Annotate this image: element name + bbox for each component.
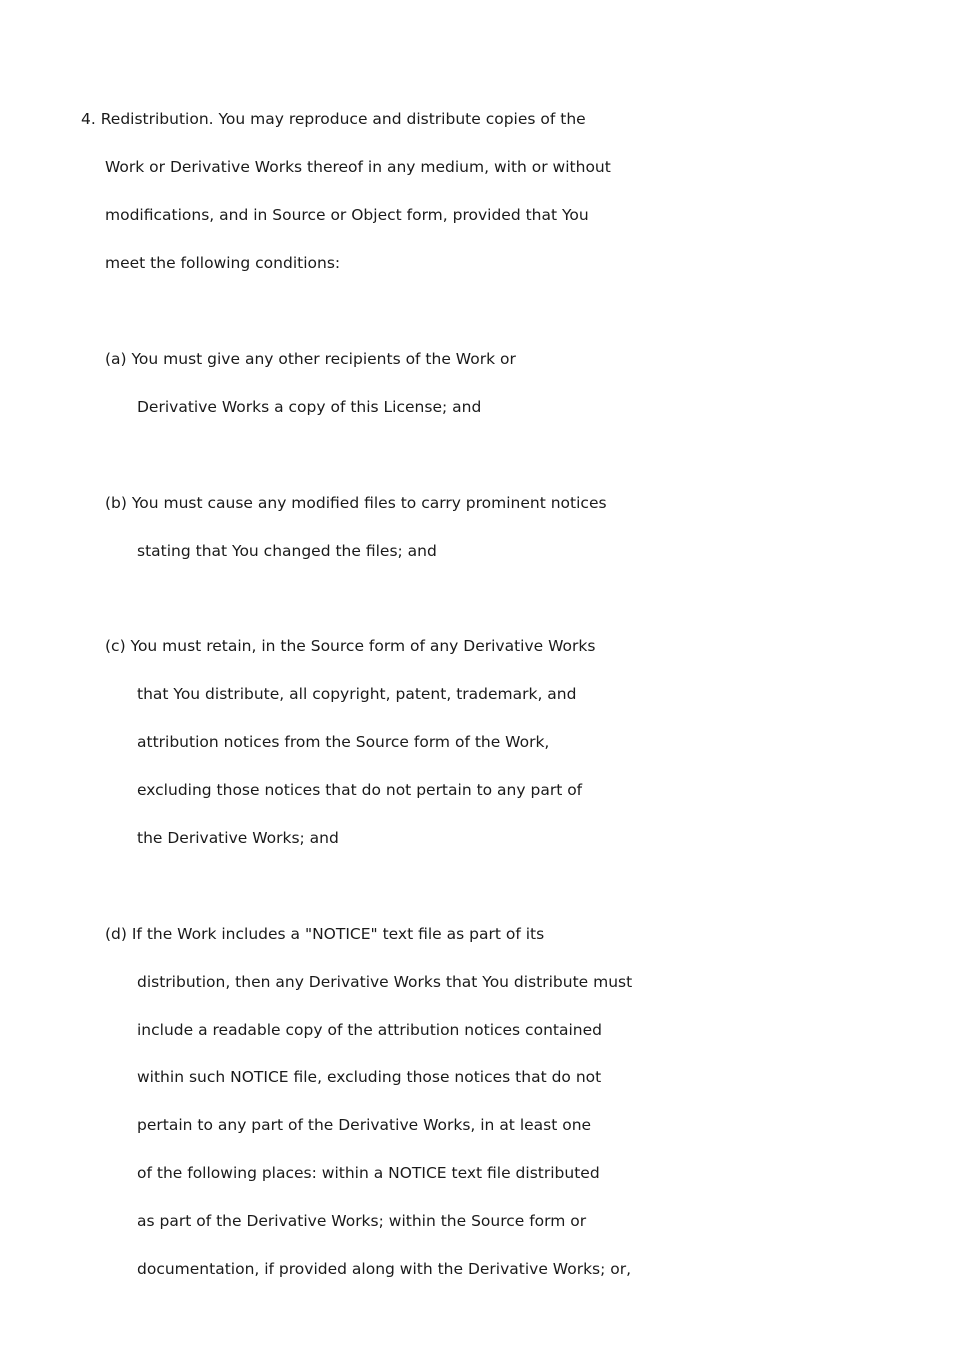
clause-a-first-line: (a) You must give any other recipients of the Work or xyxy=(105,350,516,368)
clause-d-text-line: distribution, then any Derivative Works that You distribute must xyxy=(137,973,633,991)
section-4-text-line: Work or Derivative Works thereof in any medium, with or without xyxy=(105,158,611,176)
clause-d-text-line: as part of the Derivative Works; within the Source form or xyxy=(137,1212,587,1230)
clause-c-text-line: the Derivative Works; and xyxy=(137,829,339,847)
clause-d-first-line: (d) If the Work includes a "NOTICE" text file as part of its xyxy=(105,925,545,943)
section-4-heading-line: 4. Redistribution. You may reproduce and distribute copies of the xyxy=(81,110,586,128)
clause-c-text-line: that You distribute, all copyright, patent, trademark, and xyxy=(137,685,577,703)
section-4-text-line: meet the following conditions: xyxy=(105,254,341,272)
clause-c-text-line: excluding those notices that do not pertain to any part of xyxy=(137,781,583,799)
clause-a-text-line: Derivative Works a copy of this License; and xyxy=(137,398,482,416)
clause-d-text-line: include a readable copy of the attribution notices contained xyxy=(137,1021,602,1039)
clause-d-text-line: pertain to any part of the Derivative Works, in at least one xyxy=(137,1116,592,1134)
section-4-text-line: modifications, and in Source or Object form, provided that You xyxy=(105,206,589,224)
clause-c-first-line: (c) You must retain, in the Source form of any Derivative Works xyxy=(105,637,596,655)
clause-d-text-line: documentation, if provided along with the Derivative Works; or, xyxy=(137,1260,632,1278)
clause-b-first-line: (b) You must cause any modified files to carry prominent notices xyxy=(105,494,607,512)
clause-d-text-line: within such NOTICE file, excluding those notices that do not xyxy=(137,1068,602,1086)
clause-b-text-line: stating that You changed the files; and xyxy=(137,542,437,560)
clause-d-text-line: of the following places: within a NOTICE text file distributed xyxy=(137,1164,600,1182)
clause-c-text-line: attribution notices from the Source form of the Work, xyxy=(137,733,550,751)
